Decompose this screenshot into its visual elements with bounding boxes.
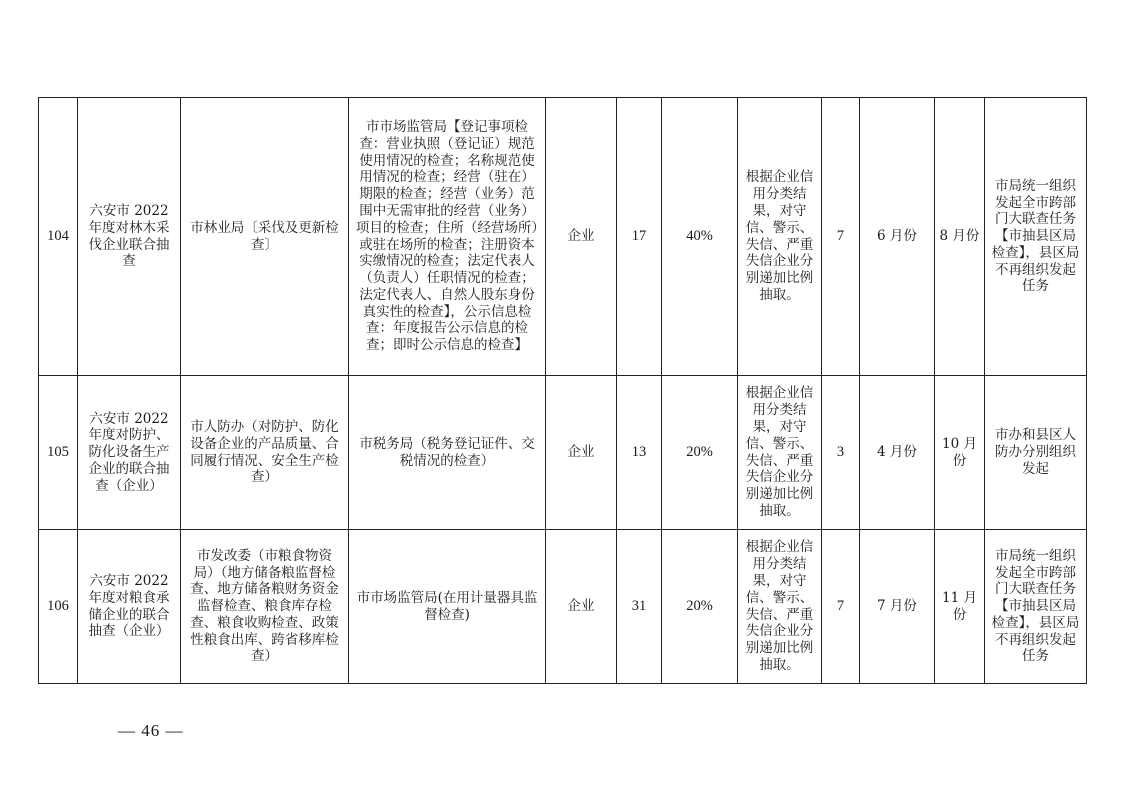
task-name: 六安市 2022 年度对林木采伐企业联合抽查: [78, 98, 181, 376]
lead-department: 市人防办（对防护、防化设备企业的产品质量、合同履行情况、安全生产检查）: [181, 376, 349, 530]
batch-count: 7: [822, 530, 860, 684]
sampling-method: 根据企业信用分类结果，对守信、警示、失信、严重失信企业分别递加比例抽取。: [738, 376, 822, 530]
joint-department: 市税务局（税务登记证件、交税情况的检查）: [349, 376, 546, 530]
start-month: 6 月份: [860, 98, 935, 376]
object-count: 13: [617, 376, 662, 530]
inspection-plan-table: [38, 97, 1087, 684]
lead-department: 市林业局〔采伐及更新检查〕: [181, 98, 349, 376]
start-month: 7 月份: [860, 530, 935, 684]
end-month: 10 月份: [935, 376, 985, 530]
task-name: 六安市 2022 年度对防护、防化设备生产企业的联合抽查（企业）: [78, 376, 181, 530]
page-number: — 46 —: [118, 721, 184, 740]
end-month: 8 月份: [935, 98, 985, 376]
table-row: [39, 530, 1087, 684]
sampling-ratio: 40%: [662, 98, 738, 376]
end-month: 11 月份: [935, 530, 985, 684]
remarks: 市办和县区人防办分别组织发起: [985, 376, 1087, 530]
joint-department: 市市场监管局【登记事项检查：营业执照（登记证）规范使用情况的检查；名称规范使用情况的检查；经营（驻在）期限的检查；经营（业务）范围中无需审批的经营（业务）项目的检查；住所（经营场所）或驻在场所的检查；注册资本实缴情况的检查；法定代表人（负责人）任职情况的检查；法定代表人、自然人股东身份真实性的检查】，公示信息检查：年度报告公示信息的检查；即时公示信息的检查】: [349, 98, 546, 376]
sampling-method: 根据企业信用分类结果，对守信、警示、失信、严重失信企业分别递加比例抽取。: [738, 98, 822, 376]
table-row: [39, 376, 1087, 530]
lead-department: 市发改委（市粮食物资局）（地方储备粮监督检查、地方储备粮财务资金监督检查、粮食库存检查、粮食收购检查、政策性粮食出库、跨省移库检查）: [181, 530, 349, 684]
sampling-ratio: 20%: [662, 530, 738, 684]
inspection-object: 企业: [546, 376, 617, 530]
object-count: 17: [617, 98, 662, 376]
table-row: [39, 98, 1087, 376]
batch-count: 7: [822, 98, 860, 376]
sampling-method: 根据企业信用分类结果，对守信、警示、失信、严重失信企业分别递加比例抽取。: [738, 530, 822, 684]
row-index: 105: [39, 376, 78, 530]
remarks: 市局统一组织发起全市跨部门大联查任务【市抽县区局检查】，县区局不再组织发起任务: [985, 530, 1087, 684]
batch-count: 3: [822, 376, 860, 530]
start-month: 4 月份: [860, 376, 935, 530]
object-count: 31: [617, 530, 662, 684]
row-index: 106: [39, 530, 78, 684]
row-index: 104: [39, 98, 78, 376]
joint-department: 市市场监管局(在用计量器具监督检查): [349, 530, 546, 684]
inspection-object: 企业: [546, 530, 617, 684]
sampling-ratio: 20%: [662, 376, 738, 530]
task-name: 六安市 2022 年度对粮食承储企业的联合抽查（企业）: [78, 530, 181, 684]
remarks: 市局统一组织发起全市跨部门大联查任务【市抽县区局检查】，县区局不再组织发起任务: [985, 98, 1087, 376]
inspection-object: 企业: [546, 98, 617, 376]
